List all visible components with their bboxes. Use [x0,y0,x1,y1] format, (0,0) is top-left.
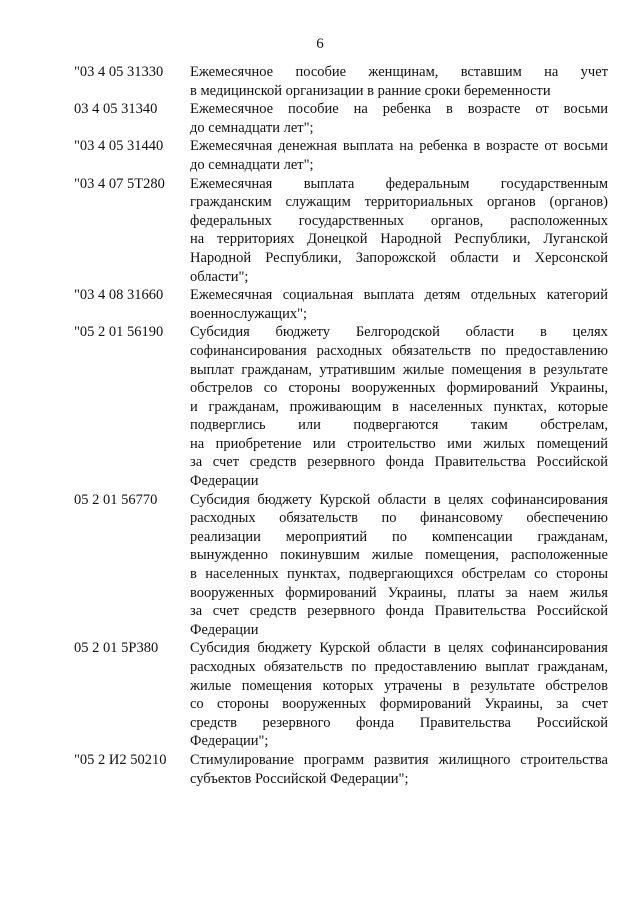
budget-code: "03 4 05 31330 [74,64,164,80]
word: государственным [500,175,608,192]
word: вооруженных [351,380,436,397]
word: Правительства [434,603,526,620]
word: гражданам, [537,528,608,545]
word: фонда [355,714,395,731]
word: в [529,361,536,378]
word: выплата [303,175,355,192]
word: по [480,342,496,359]
word: ребенка [382,101,432,118]
word: Республики, [265,249,342,266]
word: за [505,584,518,601]
word: вынужденно [190,547,269,564]
word: реализации [190,528,261,545]
description-line [190,602,608,621]
word: выплата [342,138,394,155]
word: ребенка [419,138,468,155]
word: восьми [563,101,608,118]
word: Республики, [454,231,531,248]
word: платы [457,584,495,601]
word: со [534,566,548,583]
code-entry [74,491,608,640]
word: населенных [205,566,279,583]
description-line: области"; [190,268,249,285]
word: пунктах, [286,566,341,583]
word: за [190,454,203,471]
description-line [190,342,608,361]
description-line [190,435,608,454]
word: фонда [385,603,425,620]
description-line [190,175,608,194]
word: программ [303,751,365,768]
budget-code: 05 2 01 56770 [74,491,158,508]
word: Стимулирование [190,751,294,768]
description-line: до семнадцати лет"; [190,156,314,173]
word: финансовому [419,510,503,527]
word: формирований [379,696,472,713]
word: которых [322,677,374,694]
word: выплата [363,287,415,304]
word: обстрелов [190,380,253,397]
word: области [450,249,499,266]
description-line [190,453,608,472]
code-description [190,175,608,287]
description-line [190,528,608,547]
description-line [190,695,608,714]
description-line [190,379,608,398]
word: вооруженных [190,584,275,601]
code-entry [74,286,608,323]
word: софинансирования [491,640,608,657]
word: помещения [241,677,312,694]
word: помещения, [425,547,499,564]
word: бюджету [257,491,312,508]
description-line [190,546,608,565]
description-line [190,584,608,603]
word: (органов) [549,194,608,211]
word: в [473,138,481,155]
code-list [74,63,608,788]
word: гражданам, [208,398,279,415]
word: обязательств [279,510,359,527]
description-line [190,398,608,417]
word: на [190,231,205,248]
word: счет [212,603,240,620]
word: Луганской [543,231,608,248]
word: таким [470,417,508,434]
description-line [190,416,608,435]
word: в [446,101,453,118]
budget-code: 05 2 01 5Р380 [74,640,159,657]
word: вооруженных [282,696,367,713]
word: счет [212,454,240,471]
word: формирований [285,584,377,601]
word: помещения [451,361,522,378]
code-description [190,323,608,490]
word: Украины, [484,696,543,713]
word: Правительства [419,714,511,731]
word: на [353,101,368,118]
word: стороны [288,380,341,397]
word: гражданским [190,194,272,211]
word: средств [249,454,297,471]
word: Донецкой [307,231,368,248]
word: Субсидия [190,640,250,657]
description-line [190,491,608,510]
description-line [190,565,608,584]
word: обстрелам, [540,417,608,434]
word: подвергающихся [348,566,454,583]
description-line [190,323,608,342]
word: жилые [371,547,414,564]
word: компенсации [431,528,513,545]
word: отдельных [470,287,537,304]
description-line [190,714,608,733]
word: гражданам, [241,361,312,378]
word: результате [543,361,608,378]
word: приобретение [215,435,302,452]
word: детям [424,287,461,304]
word: бюджету [275,324,331,341]
word: средств [190,714,237,731]
word: выплат [485,659,530,675]
code-entry [74,323,608,490]
word: со [190,696,204,713]
budget-code: 03 4 05 31340 [74,101,158,118]
word: населенных [409,398,483,415]
word: по [392,528,408,545]
description-line [190,658,608,677]
word: подвергаются [353,417,439,434]
word: ими [447,435,472,452]
word: и [190,398,198,415]
word: предоставлению [505,342,608,359]
word: Украины, [387,584,447,601]
word: федеральным [385,175,470,192]
word: Народной [380,231,442,248]
budget-code: "03 4 08 31660 [74,287,164,304]
word: за [556,696,569,713]
description-line: Федерации [190,621,259,638]
budget-code: "03 4 05 31440 [74,138,164,155]
word: Ежемесячная [190,287,273,304]
description-line [190,63,608,82]
description-line [190,137,608,156]
word: территориях [216,231,295,248]
word: учет [580,64,608,80]
word: органов, [430,212,484,229]
word: Российской [536,603,608,620]
description-line [190,639,608,658]
code-description [190,137,608,174]
word: пособие [295,64,347,80]
word: жилья [569,584,608,601]
budget-code: "05 2 01 56190 [74,324,164,341]
word: Ежемесячная [190,175,273,192]
word: социальная [282,287,354,304]
word: на [544,64,559,80]
word: области [465,324,515,341]
word: Запорожской [355,249,436,266]
word: утрачены [384,677,443,694]
word: расположенных [510,212,608,229]
word: Курской [319,491,371,508]
word: Курской [319,640,371,657]
word: на [190,435,205,452]
word: Народной [190,249,252,266]
word: пунктах, [493,398,548,415]
code-description [190,639,608,751]
word: женщинам, [368,64,439,80]
budget-code: "03 4 07 5Т280 [74,175,165,192]
word: по [351,659,367,675]
description-line [190,193,608,212]
code-entry [74,63,608,100]
description-line [190,100,608,119]
description-line [190,230,608,249]
code-description [190,100,608,137]
word: расходных [190,659,256,675]
word: или [298,417,321,434]
word: в [391,398,399,415]
word: строительства [520,751,608,768]
word: мероприятий [285,528,368,545]
word: служащим [285,194,351,211]
word: целях [448,640,484,657]
description-line: военнослужащих"; [190,305,308,322]
description-line: до семнадцати лет"; [190,119,314,136]
word: области [377,640,427,657]
word: гражданам, [537,659,608,675]
word: Херсонской [534,249,608,266]
word: от [535,101,549,118]
word: пособие [288,101,339,118]
word: области [377,491,427,508]
code-entry [74,175,608,287]
word: формирований [446,380,539,397]
word: расходных [190,510,256,527]
word: жилищного [438,751,511,768]
word: счет [581,696,608,713]
word: целях [572,324,608,341]
word: обеспечению [526,510,608,527]
word: результате [470,677,535,694]
word: в [539,324,547,341]
word: в [433,640,441,657]
code-entry [74,100,608,137]
word: Белгородской [355,324,440,341]
word: территориальных [364,194,474,211]
code-description [190,751,608,788]
word: которые [557,398,608,415]
description-line [190,509,608,528]
word: Украины, [549,380,608,397]
word: жилых [483,435,526,452]
description-line: в медицинской организации в ранние сроки беременности [190,82,551,99]
word: возрасте [485,138,539,155]
word: целях [448,491,484,508]
word: предоставлению [374,659,477,675]
word: обстрелам [461,566,526,583]
word: в [433,491,441,508]
description-line: Федерации"; [190,733,269,750]
description-line [190,751,608,770]
word: возрасте [467,101,521,118]
word: выплат [190,361,234,378]
word: восьми [563,138,608,155]
word: помещений [536,435,608,452]
word: государственных [298,212,405,229]
word: средств [249,603,297,620]
word: подверглись [190,417,266,434]
word: Ежемесячное [190,101,274,118]
word: жилые [190,677,232,694]
word: Субсидия [190,491,250,508]
description-line: Федерации [190,473,259,490]
word: денежная [278,138,338,155]
description-line [190,361,608,380]
description-line [190,286,608,305]
word: от [544,138,558,155]
word: утратившим [319,361,396,378]
description-line [190,212,608,231]
word: стороны [216,696,269,713]
word: Ежемесячная [190,138,273,155]
word: или [312,435,336,452]
budget-code: "05 2 И2 50210 [74,751,167,768]
code-description [190,63,608,100]
code-entry [74,751,608,788]
word: расходных [316,342,383,359]
word: софинансирования [190,342,307,359]
code-description [190,491,608,640]
code-entry [74,137,608,174]
word: категорий [546,287,608,304]
word: в [190,566,197,583]
word: в [452,677,460,694]
description-line [190,677,608,696]
word: наем [528,584,559,601]
word: за [190,603,203,620]
word: Российской [536,454,608,471]
word: расположенные [510,547,608,564]
word: стороны [556,566,608,583]
code-description [190,286,608,323]
word: Российской [536,714,608,731]
word: резервного [307,454,376,471]
word: со [263,380,278,397]
word: жилые [402,361,445,378]
word: Правительства [434,454,526,471]
description-line: субъектов Российской Федерации"; [190,770,409,787]
word: Субсидия [190,324,250,341]
word: по [381,510,397,527]
word: органов [486,194,536,211]
word: резервного [307,603,376,620]
word: федеральных [190,212,272,229]
word: софинансирования [491,491,608,508]
word: резервного [262,714,331,731]
word: фонда [385,454,425,471]
word: на [399,138,414,155]
word: и [512,249,521,266]
word: развития [373,751,429,768]
word: покинувшим [280,547,360,564]
word: обстрелов [545,677,608,694]
word: Ежемесячное [190,64,274,80]
word: бюджету [257,640,312,657]
word: обязательств [263,659,343,675]
word: вставшим [460,64,522,80]
code-entry [74,639,608,751]
word: проживающим [289,398,382,415]
word: обязательств [392,342,471,359]
description-line [190,249,608,268]
word: строительство [347,435,436,452]
page-number: 6 [316,36,324,52]
